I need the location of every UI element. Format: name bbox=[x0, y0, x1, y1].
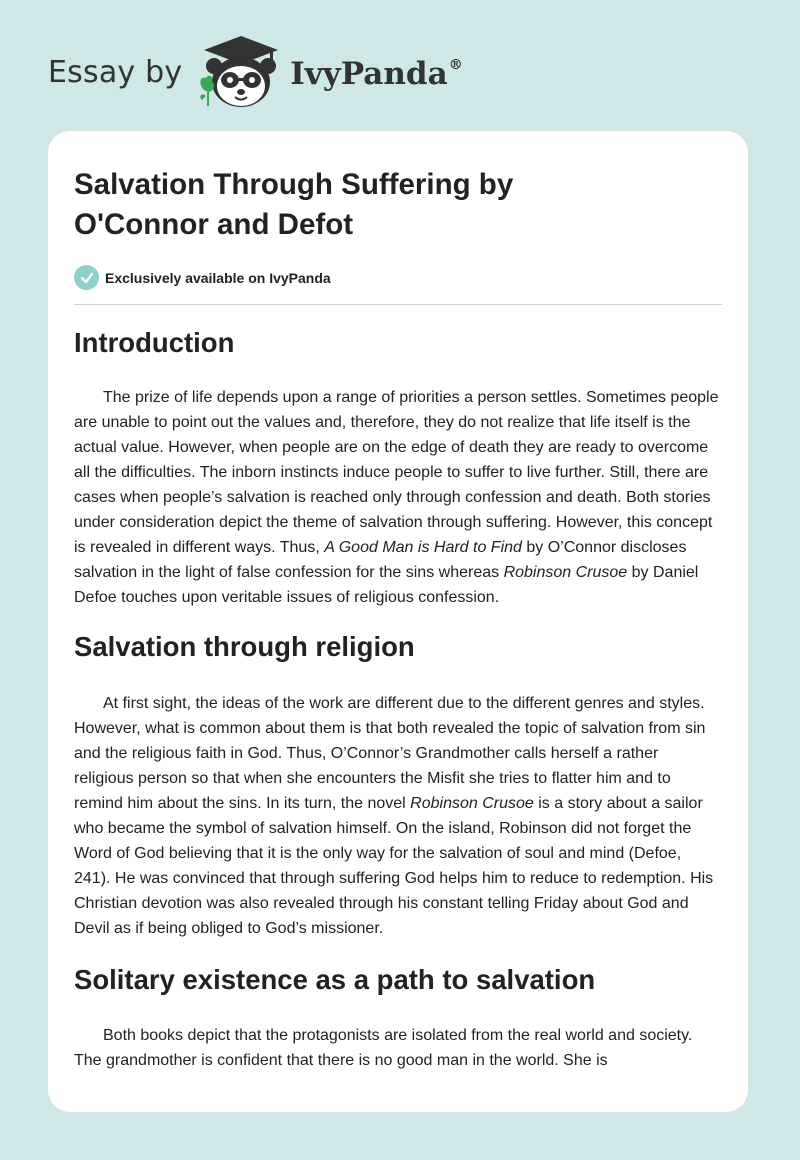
section-heading-religion: Salvation through religion bbox=[74, 631, 415, 662]
panda-graduate-icon bbox=[196, 34, 286, 110]
registered-mark: ® bbox=[448, 56, 463, 73]
section-paragraph-religion: At first sight, the ideas of the work are different due to the different genres and styles. However, what is common about them is that both revealed the topic of salvation from sin and the religious faith in God. Thus, O’Connor’s Grandmother calls herself a rather religious person so that when she encounters the Misfit she tries to flatter him and to remind him about the sins. In its turn, the novel Robinson Crusoe is a story about a sailor who became the symbol of salvation himself. On the island, Robinson did not forget the Word of God believing that it is the only way for the salvation of soul and mind (Defoe, 241). He was convinced that through suffering God helps him to reduce to redemption. His Christian devotion was also revealed through his constant telling Friday about God and Devil as if being obliged to God’s missioner. bbox=[74, 695, 714, 937]
ivypanda-logo[interactable] bbox=[196, 34, 286, 110]
site-header bbox=[48, 32, 463, 112]
section-heading-introduction: Introduction bbox=[74, 327, 235, 358]
section-heading-solitary: Solitary existence as a path to salvation bbox=[74, 964, 596, 995]
essay-title: Salvation Through Suffering by O'Connor and Defot bbox=[74, 168, 514, 241]
section-paragraph-solitary: Both books depict that the protagonists are isolated from the real world and society. The grandmother is confident that there is no good man in the world. She is bbox=[74, 1027, 693, 1069]
essay-card bbox=[48, 131, 748, 1112]
check-icon bbox=[74, 265, 99, 290]
brand-name[interactable]: IvyPanda® bbox=[290, 56, 463, 92]
essay-by-label: Essay by bbox=[48, 54, 183, 90]
exclusive-badge-text: Exclusively available on IvyPanda bbox=[105, 269, 331, 286]
exclusive-badge bbox=[74, 265, 722, 305]
section-paragraph-introduction: The prize of life depends upon a range of priorities a person settles. Sometimes people are unable to point out the values and, therefore, they do not realize that life itself is the actual value. However, when people are on the edge of death they are ready to overcome all the difficulties. The inborn instincts induce people to suffer to live further. Still, there are cases when people’s salvation is reached only through confession and death. Both stories under consideration depict the theme of salvation through suffering. However, this concept is revealed in different ways. Thus, A Good Man is Hard to Find by O’Connor discloses salvation in the light of false confession for the sins whereas Robinson Crusoe by Daniel Defoe touches upon veritable issues of religious confession. bbox=[74, 389, 719, 606]
